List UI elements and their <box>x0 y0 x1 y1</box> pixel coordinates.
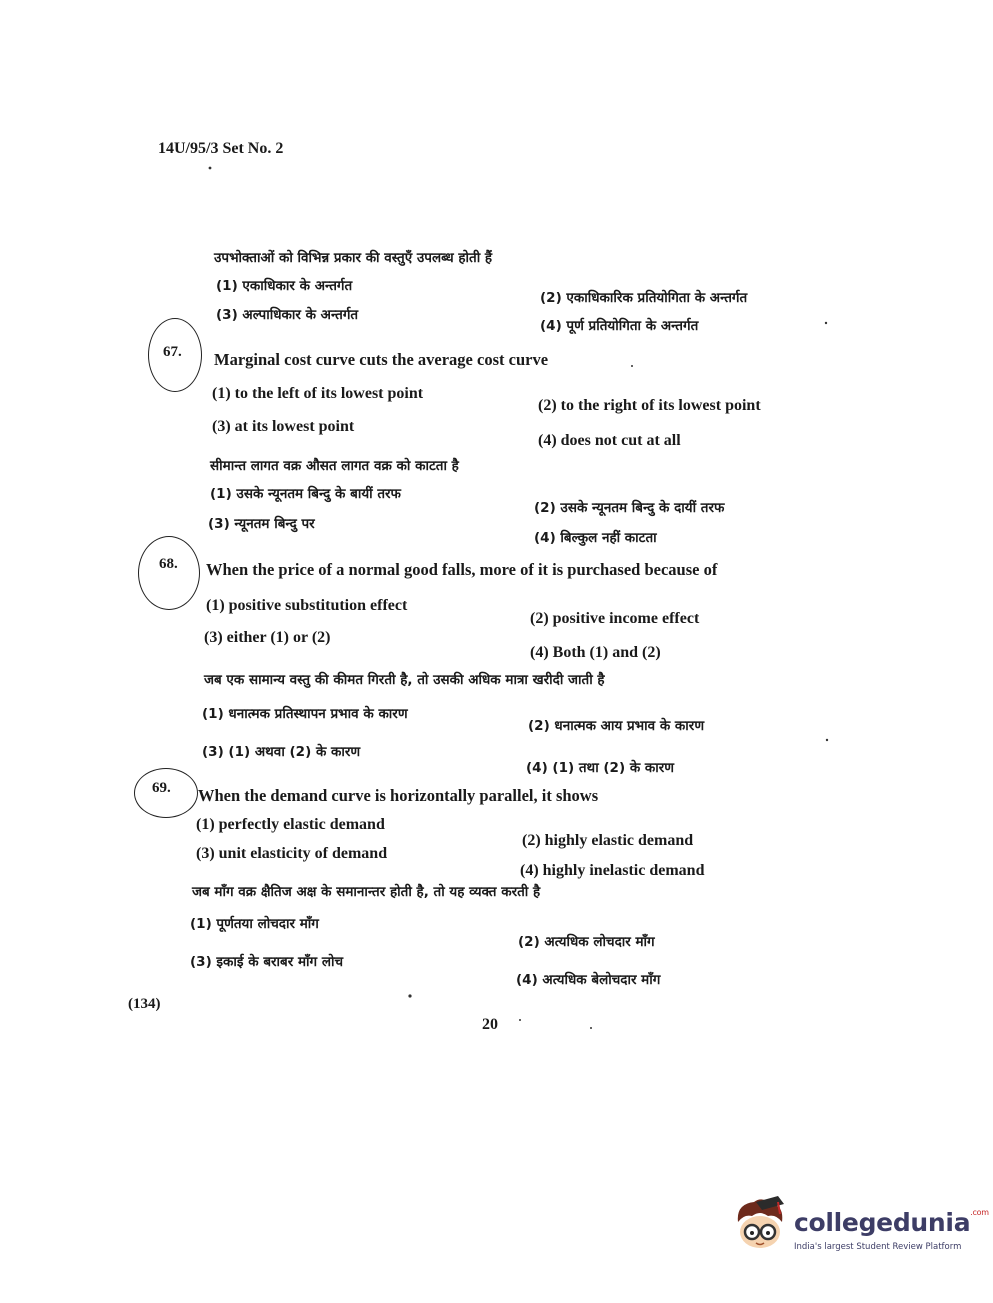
q67-option-4-hindi: (4) बिल्कुल नहीं काटता <box>534 530 657 546</box>
q69-option-4-hindi: (4) अत्यधिक बेलोचदार माँग <box>516 972 661 988</box>
q69-option-3-hindi: (3) इकाई के बराबर माँग लोच <box>190 954 344 970</box>
q68-number: 68. <box>159 556 178 572</box>
page-number: 20 <box>482 1016 498 1033</box>
q67-option-2-hindi: (2) उसके न्यूनतम बिन्दु के दायीं तरफ <box>534 500 725 516</box>
q69-option-2: (2) highly elastic demand <box>522 832 694 849</box>
q68-option-4-hindi: (4) (1) तथा (2) के कारण <box>526 760 675 776</box>
q68-option-4: (4) Both (1) and (2) <box>530 644 661 661</box>
q67-stem-hindi: सीमान्त लागत वक्र औसत लागत वक्र को काटता है <box>210 458 459 474</box>
q68-option-3: (3) either (1) or (2) <box>204 629 331 646</box>
q67-number: 67. <box>163 344 182 360</box>
q69-stem-hindi: जब माँग वक्र क्षैतिज अक्ष के समानान्तर होती है, तो यह व्यक्त करती है <box>192 884 541 900</box>
q66-option-4-hindi: (4) पूर्ण प्रतियोगिता के अन्तर्गत <box>540 318 699 334</box>
collegedunia-logo[interactable] <box>732 1196 989 1266</box>
q67-option-3: (3) at its lowest point <box>212 418 355 435</box>
q69-number: 69. <box>152 780 171 796</box>
q69-option-1-hindi: (1) पूर्णतया लोचदार माँग <box>190 916 319 932</box>
q69-stem: When the demand curve is horizontally parallel, it shows <box>198 786 599 805</box>
q68-stem-hindi: जब एक सामान्य वस्तु की कीमत गिरती है, तो उसकी अधिक मात्रा खरीदी जाती है <box>204 672 605 688</box>
q68-option-1: (1) positive substitution effect <box>206 597 408 614</box>
q68-option-1-hindi: (1) धनात्मक प्रतिस्थापन प्रभाव के कारण <box>202 706 408 722</box>
q67-option-2: (2) to the right of its lowest point <box>538 397 761 414</box>
q69-option-4: (4) highly inelastic demand <box>520 862 705 879</box>
student-mascot-icon <box>732 1196 788 1256</box>
q67-option-1: (1) to the left of its lowest point <box>212 385 424 402</box>
q67-option-1-hindi: (1) उसके न्यूनतम बिन्दु के बायीं तरफ <box>210 486 401 502</box>
booklet-code: (134) <box>128 996 161 1012</box>
q66-option-3-hindi: (3) अल्पाधिकार के अन्तर्गत <box>216 307 359 323</box>
q67-option-3-hindi: (3) न्यूनतम बिन्दु पर <box>208 516 315 532</box>
q69-option-3: (3) unit elasticity of demand <box>196 845 388 862</box>
q66-option-2-hindi: (2) एकाधिकारिक प्रतियोगिता के अन्तर्गत <box>540 290 748 306</box>
paper-code: 14U/95/3 Set No. 2 <box>158 140 284 157</box>
logo-tagline: India's largest Student Review Platform <box>794 1242 962 1252</box>
q66-stem-hindi: उपभोक्ताओं को विभिन्न प्रकार की वस्तुएँ उपलब्ध होती हैं <box>214 250 493 266</box>
q67-option-4: (4) does not cut at all <box>538 432 681 449</box>
q68-option-3-hindi: (3) (1) अथवा (2) के कारण <box>202 744 361 760</box>
q69-option-2-hindi: (2) अत्यधिक लोचदार माँग <box>518 934 655 950</box>
q68-option-2: (2) positive income effect <box>530 610 700 627</box>
q68-stem: When the price of a normal good falls, more of it is purchased because of <box>206 560 718 579</box>
q69-option-1: (1) perfectly elastic demand <box>196 816 385 833</box>
q67-stem: Marginal cost curve cuts the average cost curve <box>214 350 549 369</box>
q68-option-2-hindi: (2) धनात्मक आय प्रभाव के कारण <box>528 718 705 734</box>
logo-wordmark: collegedunia <box>794 1208 971 1237</box>
q66-option-1-hindi: (1) एकाधिकार के अन्तर्गत <box>216 278 353 294</box>
logo-suffix: .com <box>970 1208 989 1217</box>
